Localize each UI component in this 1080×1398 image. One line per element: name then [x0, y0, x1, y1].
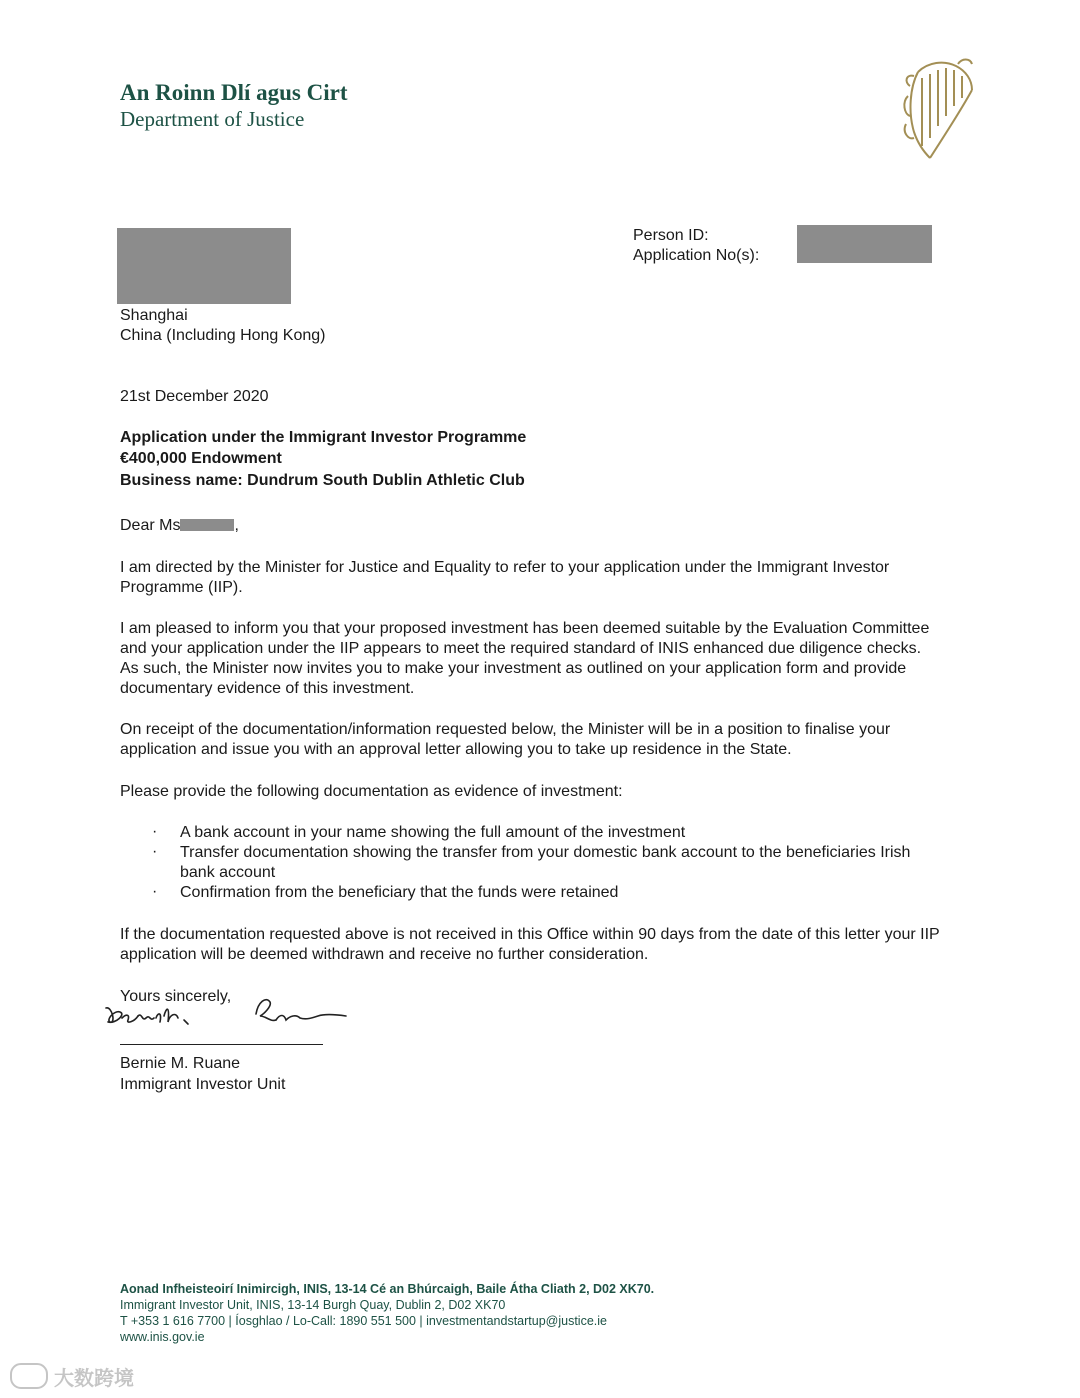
bullet-item-1: A bank account in your name showing the full amount of the investment — [180, 824, 686, 841]
department-name-english: Department of Justice — [120, 107, 305, 131]
signatory-unit: Immigrant Investor Unit — [120, 1076, 286, 1093]
paragraph-2-line-4: documentary evidence of this investment. — [120, 680, 415, 697]
redacted-recipient-name — [117, 228, 291, 304]
paragraph-5-line-2: application will be deemed withdrawn and receive no further consideration. — [120, 946, 649, 963]
signatory-name: Bernie M. Ruane — [120, 1055, 241, 1072]
bullet-marker: · — [152, 883, 158, 900]
paragraph-4: Please provide the following documentation as evidence of investment: — [120, 783, 623, 800]
sign-off: Yours sincerely, — [120, 988, 232, 1005]
bullet-marker: · — [152, 843, 158, 860]
paragraph-3-line-1: On receipt of the documentation/information requested below, the Minister will be in a position to finalise your — [120, 721, 891, 738]
handwritten-signature — [100, 994, 350, 1030]
paragraph-2-line-3: As such, the Minister now invites you to make your investment as outlined on your application form and provide — [120, 660, 907, 677]
bullet-item-2-line-2: bank account — [180, 864, 276, 881]
watermark — [10, 1362, 134, 1391]
bullet-marker: · — [152, 823, 158, 840]
person-id-label: Person ID: — [633, 227, 709, 244]
paragraph-3-line-2: application and issue you with an approval letter allowing you to take up residence in the State. — [120, 741, 792, 758]
paragraph-5-line-1: If the documentation requested above is not received in this Office within 90 days from the date of this letter your IIP — [120, 926, 940, 943]
application-number-label: Application No(s): — [633, 247, 760, 264]
redacted-surname — [180, 519, 234, 531]
salutation — [120, 516, 239, 536]
footer-english-address: Immigrant Investor Unit, INIS, 13-14 Burgh Quay, Dublin 2, D02 XK70 — [120, 1298, 506, 1312]
watermark-logo-icon — [10, 1363, 48, 1389]
bullet-item-2-line-1: Transfer documentation showing the transfer from your domestic bank account to the beneficiaries Irish — [180, 844, 911, 861]
address-city: Shanghai — [120, 307, 188, 324]
signature-line — [120, 1044, 323, 1045]
salutation-text: Dear Ms — [120, 517, 181, 534]
subject-line-1: Application under the Immigrant Investor Programme — [120, 429, 527, 446]
address-country: China (Including Hong Kong) — [120, 327, 326, 344]
bullet-item-3: Confirmation from the beneficiary that the funds were retained — [180, 884, 619, 901]
footer-contact-line: T +353 1 616 7700 | Íosghlao / Lo-Call: 1890 551 500 | investmentandstartup@justice.ie — [120, 1314, 607, 1328]
subject-line-2: €400,000 Endowment — [120, 450, 282, 467]
salutation-comma: , — [234, 517, 239, 534]
paragraph-1-line-2: Programme (IIP). — [120, 579, 243, 596]
harp-crest-icon — [900, 52, 978, 164]
subject-line-3: Business name: Dundrum South Dublin Athletic Club — [120, 472, 525, 489]
paragraph-1-line-1: I am directed by the Minister for Justice and Equality to refer to your application under the Immigrant Investor — [120, 559, 890, 576]
paragraph-2-line-2: and your application under the IIP appears to meet the required standard of INIS enhanced due diligence checks. — [120, 640, 922, 657]
letter-date: 21st December 2020 — [120, 388, 269, 405]
paragraph-2-line-1: I am pleased to inform you that your proposed investment has been deemed suitable by the Evaluation Committee — [120, 620, 930, 637]
redacted-reference-numbers — [797, 225, 932, 263]
footer-website: www.inis.gov.ie — [120, 1330, 205, 1344]
department-name-irish: An Roinn Dlí agus Cirt — [120, 80, 348, 105]
watermark-text: 大数跨境 — [54, 1368, 134, 1390]
footer-irish-address: Aonad Infheisteoirí Inimircigh, INIS, 13-14 Cé an Bhúrcaigh, Baile Átha Cliath 2, D02 XK70. — [120, 1282, 655, 1296]
